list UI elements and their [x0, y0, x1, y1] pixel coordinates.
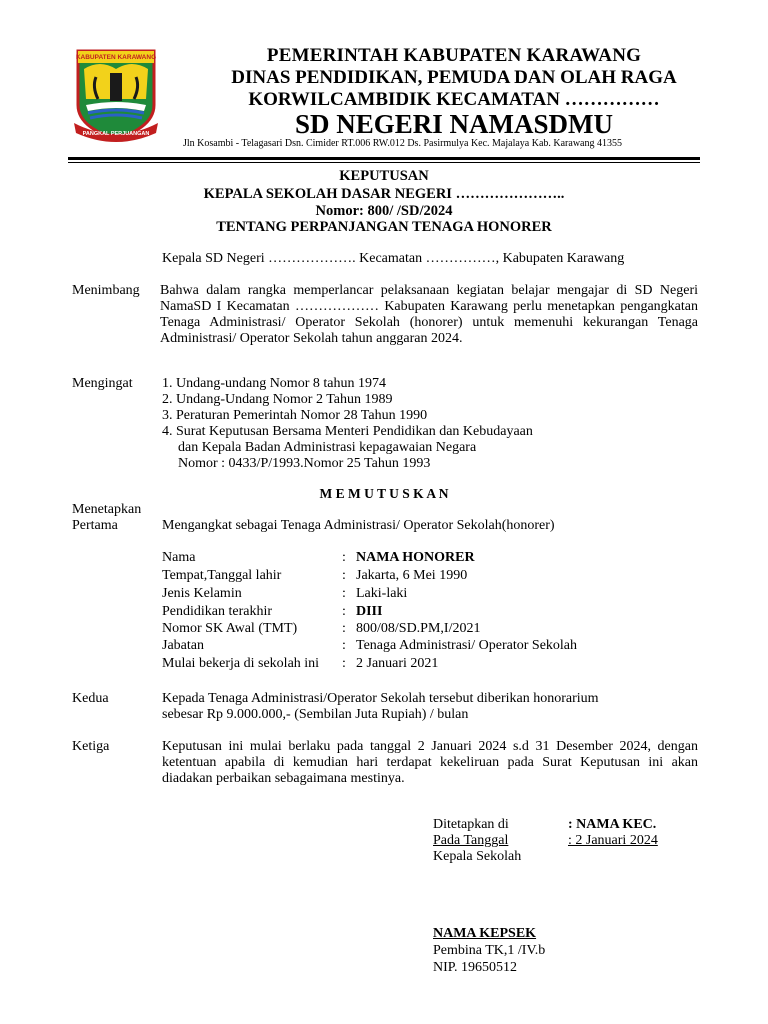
field-label-position: Jabatan — [162, 638, 204, 653]
logo-text-top: KABUPATEN KARAWANG — [75, 54, 157, 61]
field-colon: : — [342, 586, 346, 601]
field-label-start-date: Mulai bekerja di sekolah ini — [162, 656, 320, 671]
kedua-text-line2: sebesar Rp 9.000.000,- (Sembilan Juta Rupiah) / bulan — [162, 707, 469, 722]
field-label-name: Nama — [162, 550, 196, 565]
decree-subject: TENTANG PERPANJANGAN TENAGA HONORER — [216, 219, 552, 235]
header-divider-thick — [68, 157, 700, 160]
header-line-government: PEMERINTAH KABUPATEN KARAWANG — [266, 45, 642, 66]
decree-number: Nomor: 800/ /SD/2024 — [315, 203, 453, 219]
sign-role: Kepala Sekolah — [433, 849, 522, 864]
field-label-birth: Tempat,Tanggal lahir — [162, 568, 282, 583]
school-name: SD NEGERI NAMASDMU — [294, 109, 613, 139]
mengingat-item-continuation: dan Kepala Badan Administrasi kepagawaian Negara — [178, 440, 477, 455]
header-line-department: DINAS PENDIDIKAN, PEMUDA DAN OLAH RAGA — [231, 67, 677, 88]
sign-rank: Pembina TK,1 /IV.b — [433, 943, 546, 958]
field-value-start-date: 2 Januari 2021 — [356, 656, 439, 671]
sign-nip: NIP. 19650512 — [433, 960, 518, 975]
decree-title: KEPUTUSAN — [339, 168, 429, 184]
sign-place-value: : NAMA KEC. — [568, 817, 657, 832]
decree-issuer: KEPALA SEKOLAH DASAR NEGERI ………………….. — [203, 186, 565, 202]
mengingat-item: 3. Peraturan Pemerintah Nomor 28 Tahun 1990 — [162, 408, 428, 423]
field-value-birth: Jakarta, 6 Mei 1990 — [356, 568, 468, 583]
field-value-name: NAMA HONORER — [356, 550, 475, 565]
field-colon: : — [342, 604, 346, 619]
memutuskan-heading: M E M U T U S K A N — [319, 486, 449, 501]
field-value-education: DIII — [356, 604, 383, 619]
regency-logo — [70, 47, 162, 143]
sign-date-label: Pada Tanggal — [433, 833, 509, 848]
mengingat-item: 4. Surat Keputusan Bersama Menteri Pendidikan dan Kebudayaan — [162, 424, 533, 439]
field-colon: : — [342, 621, 346, 636]
ketiga-label: Ketiga — [72, 739, 110, 754]
header-divider-thin — [68, 162, 700, 163]
menimbang-text: Bahwa dalam rangka memperlancar pelaksanaan kegiatan belajar mengajar di SD Negeri NamaSD I Kecamatan ……………… Kabupaten Karawang perlu menetapkan pengangkatan Tenaga Administrasi/ Operator Sekolah (honorer) untuk memenuhi kekurangan Tenaga Administrasi/ Operator Sekolah tahun anggaran 2024. — [160, 283, 698, 346]
kedua-label: Kedua — [72, 691, 109, 706]
field-value-gender: Laki-laki — [356, 586, 408, 601]
intro-text: Kepala SD Negeri ………………. Kecamatan ……………, Kabupaten Karawang — [162, 251, 625, 266]
sign-place-label: Ditetapkan di — [433, 817, 509, 832]
school-address: Jln Kosambi - Telagasari Dsn. Cimider RT.006 RW.012 Ds. Pasirmulya Kec. Majalaya Kab. Karawang 41355 — [183, 138, 622, 149]
ketiga-text: Keputusan ini mulai berlaku pada tanggal 2 Januari 2024 s.d 31 Desember 2024, dengan ketentuan apabila di kemudian hari terdapat kekeliruan pada Surat Keputusan ini akan diadakan perbaikan sebagaimana mestinya. — [162, 739, 698, 786]
mengingat-item-continuation: Nomor : 0433/P/1993.Nomor 25 Tahun 1993 — [178, 456, 431, 471]
kedua-text-line1: Kepada Tenaga Administrasi/Operator Sekolah tersebut diberikan honorarium — [162, 691, 599, 706]
sign-name: NAMA KEPSEK — [433, 926, 537, 941]
mengingat-item: 2. Undang-Undang Nomor 2 Tahun 1989 — [162, 392, 393, 407]
field-colon: : — [342, 550, 346, 565]
mengingat-label: Mengingat — [72, 376, 133, 391]
field-label-sk-number: Nomor SK Awal (TMT) — [162, 621, 298, 636]
field-colon: : — [342, 656, 346, 671]
menetapkan-label: Menetapkan — [72, 502, 142, 517]
mengingat-item: 1. Undang-undang Nomor 8 tahun 1974 — [162, 376, 386, 391]
field-value-position: Tenaga Administrasi/ Operator Sekolah — [356, 638, 578, 653]
pertama-label: Pertama — [72, 518, 118, 533]
field-label-gender: Jenis Kelamin — [162, 586, 242, 601]
field-value-sk-number: 800/08/SD.PM,I/2021 — [356, 621, 481, 636]
pertama-text: Mengangkat sebagai Tenaga Administrasi/ Operator Sekolah(honorer) — [162, 518, 555, 533]
field-label-education: Pendidikan terakhir — [162, 604, 273, 619]
field-colon: : — [342, 638, 346, 653]
field-colon: : — [342, 568, 346, 583]
sign-date-value: : 2 Januari 2024 — [568, 833, 658, 848]
logo-text-bottom: PANGKAL PERJUANGAN — [82, 131, 150, 137]
menimbang-label: Menimbang — [72, 283, 140, 298]
header-line-district: KORWILCAMBIDIK KECAMATAN …………… — [248, 89, 660, 110]
